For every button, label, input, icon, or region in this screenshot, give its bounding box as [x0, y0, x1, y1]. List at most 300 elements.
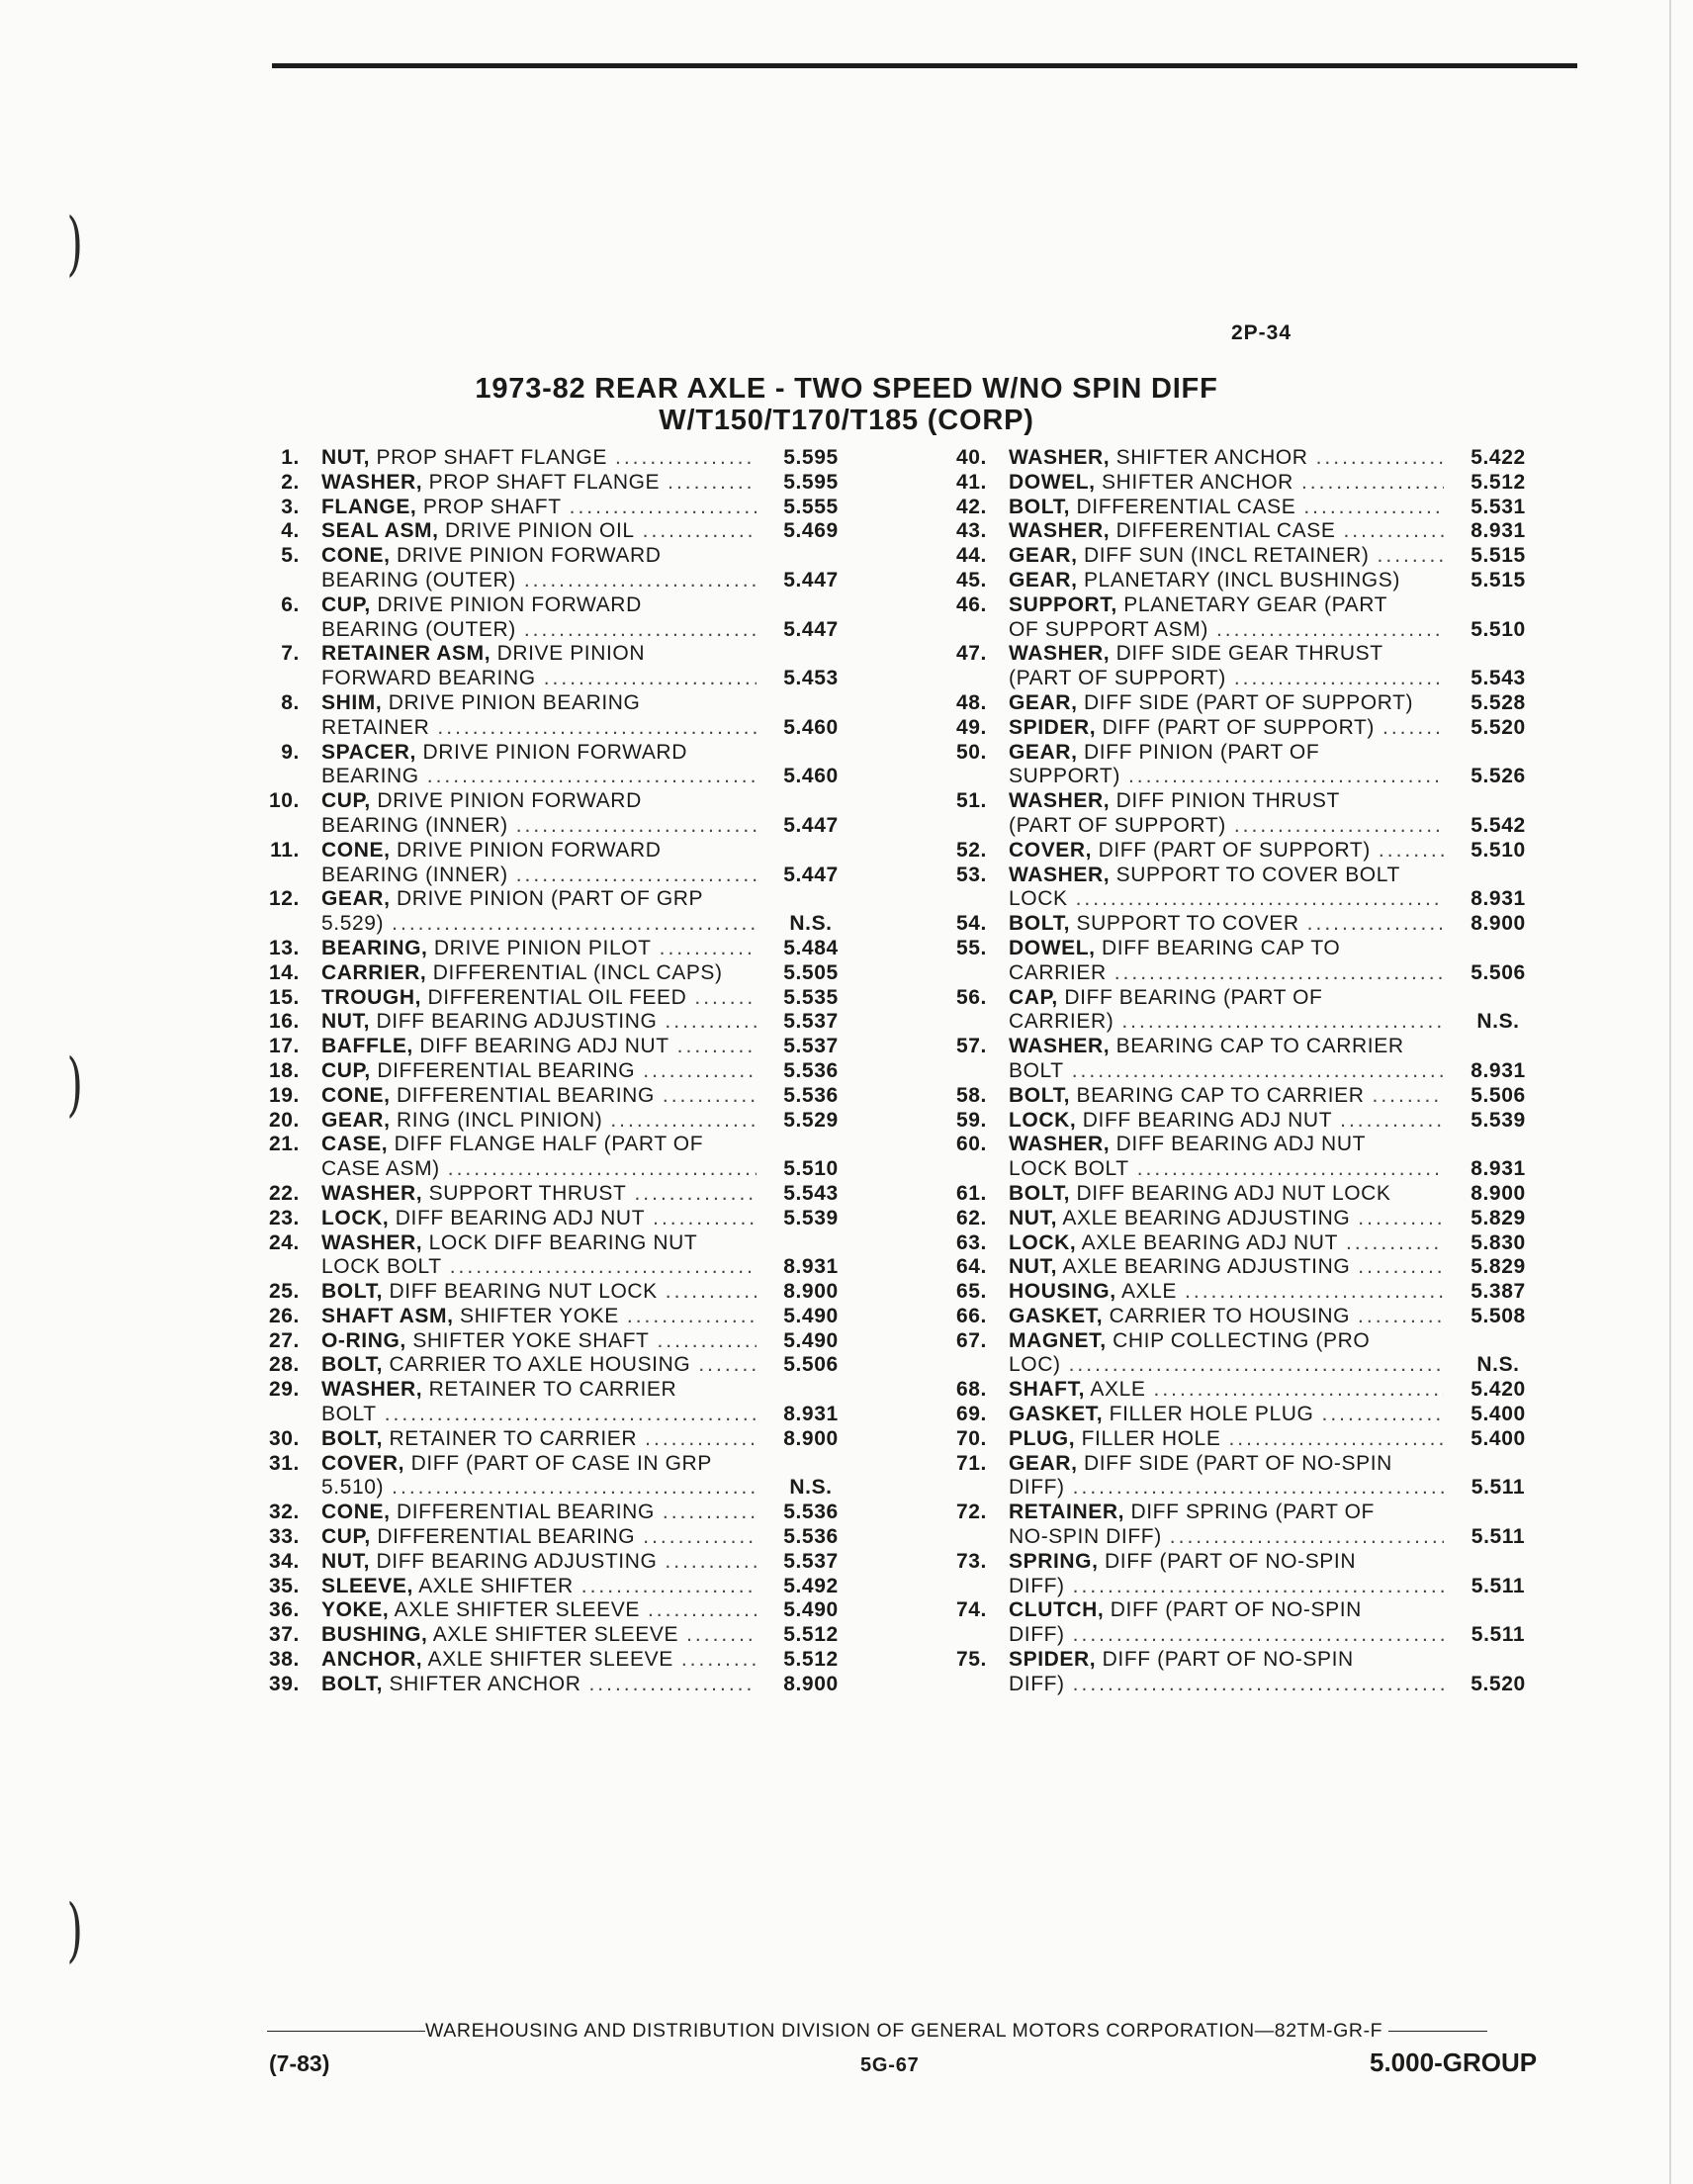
part-number: 28. [269, 1353, 300, 1377]
part-number: 21. [269, 1133, 300, 1156]
part-description [1009, 1035, 1444, 1084]
dot-leader [673, 1648, 757, 1673]
group-reference: 5.520 [1470, 1672, 1526, 1695]
description-text [321, 1231, 697, 1254]
part-desc: DRIVE PINION FORWARD [396, 544, 662, 568]
description-line-1 [1009, 937, 1444, 961]
footer-rule [1388, 2031, 1487, 2032]
part-desc-continued: BOLT [321, 1403, 377, 1426]
part-description [1009, 1133, 1444, 1182]
description-line-2 [1009, 1623, 1444, 1648]
part-desc-continued: 5.529) [321, 912, 385, 936]
description-text [321, 789, 642, 812]
description-line-2 [1009, 667, 1444, 691]
part-name: YOKE, [321, 1598, 390, 1622]
part-description [321, 1525, 757, 1550]
part-number: 41. [956, 470, 987, 494]
part-row [252, 1623, 865, 1648]
part-desc-continued: SUPPORT) [1009, 765, 1120, 788]
description-line-1 [1009, 1035, 1444, 1059]
part-row [252, 1035, 865, 1059]
part-description [321, 1550, 757, 1575]
dot-leader [1350, 1255, 1444, 1280]
dot-leader [660, 471, 757, 496]
part-description [1009, 1427, 1444, 1452]
parts-list-right [939, 446, 1553, 1697]
part-number: 26. [269, 1304, 300, 1327]
description-line-2 [321, 1255, 757, 1280]
part-row [939, 1084, 1553, 1109]
description-line [321, 471, 757, 496]
description-line-2 [1009, 961, 1444, 986]
description-line [1009, 1427, 1444, 1452]
part-row [939, 1305, 1553, 1329]
part-name: GEAR, [321, 1108, 391, 1132]
group-reference: 5.539 [1470, 1108, 1526, 1132]
description-line-1 [321, 741, 757, 766]
part-desc: DRIVE PINION FORWARD [396, 838, 662, 862]
part-name: CLUTCH, [1009, 1598, 1105, 1622]
description-line [321, 1525, 757, 1550]
description-line-1 [321, 1378, 757, 1403]
part-name: SPIDER, [1009, 1648, 1097, 1672]
part-desc: DIFF FLANGE HALF (PART OF [394, 1133, 704, 1156]
description-text [1009, 1378, 1146, 1403]
part-row [939, 741, 1553, 790]
part-description [321, 1501, 757, 1525]
part-number: 16. [269, 1010, 300, 1034]
binder-hole-mark: ) [66, 1889, 83, 1970]
description-line [321, 1598, 757, 1623]
part-row [252, 496, 865, 520]
description-line-1 [1009, 1550, 1444, 1575]
part-row [939, 1598, 1553, 1648]
group-reference: 5.511 [1470, 1525, 1526, 1549]
part-description [321, 1623, 757, 1648]
part-description [1009, 1329, 1444, 1379]
part-number: 24. [269, 1230, 300, 1254]
part-desc: DIFF (PART OF CASE IN GRP [410, 1451, 712, 1475]
group-reference: 5.539 [783, 1206, 839, 1229]
dot-leader [657, 1550, 757, 1575]
group-reference: 5.515 [1470, 568, 1526, 592]
part-desc: DIFF PINION (PART OF [1083, 740, 1320, 764]
dot-leader [649, 1329, 757, 1354]
description-text [321, 642, 645, 665]
part-row [252, 937, 865, 961]
group-reference: 5.460 [783, 715, 839, 739]
group-reference: 5.420 [1470, 1378, 1526, 1402]
part-desc: CHIP COLLECTING (PRO [1113, 1328, 1371, 1352]
part-desc: AXLE BEARING ADJ NUT [1081, 1230, 1339, 1254]
dot-leader [562, 496, 757, 520]
part-description [321, 986, 757, 1011]
part-description [1009, 1084, 1444, 1109]
description-line-2 [1009, 1010, 1444, 1035]
part-name: WASHER, [321, 470, 423, 494]
description-text [1009, 912, 1299, 937]
group-reference: 5.511 [1470, 1476, 1526, 1500]
part-name: GASKET, [1009, 1403, 1104, 1426]
part-row [939, 1231, 1553, 1256]
binder-hole-mark: ) [66, 203, 83, 284]
part-row [939, 1182, 1553, 1207]
part-number: 47. [956, 642, 987, 666]
part-name: CARRIER, [321, 960, 427, 984]
part-number: 69. [956, 1403, 987, 1426]
description-text [1009, 1550, 1356, 1573]
dot-leader [1064, 1059, 1444, 1084]
dot-leader [1350, 1305, 1444, 1329]
group-reference: 5.447 [783, 568, 839, 592]
part-name: BOLT, [321, 1280, 384, 1304]
part-row [252, 1353, 865, 1378]
part-desc: PLANETARY GEAR (PART [1123, 592, 1388, 616]
part-desc-continued: BEARING (OUTER) [321, 617, 516, 641]
part-number: 18. [269, 1058, 300, 1082]
part-desc: DIFF SIDE (PART OF NO-SPIN [1083, 1451, 1392, 1475]
part-row [252, 887, 865, 937]
group-reference: 8.900 [783, 1426, 839, 1450]
part-desc-continued: CASE ASM) [321, 1157, 440, 1181]
part-name: CONE, [321, 1083, 391, 1107]
part-row [939, 1648, 1553, 1697]
dot-leader [655, 1501, 757, 1525]
part-description [321, 961, 757, 986]
part-number: 36. [269, 1598, 300, 1622]
part-row [939, 471, 1553, 496]
group-reference: 8.931 [1470, 1157, 1526, 1181]
group-reference: 8.931 [783, 1255, 839, 1279]
part-name: CONE, [321, 1501, 391, 1524]
dot-leader [1314, 1403, 1445, 1427]
description-text [1009, 471, 1293, 496]
part-name: GEAR, [1009, 690, 1078, 714]
description-text [321, 1182, 626, 1207]
dot-leader [1114, 1010, 1444, 1035]
part-row [939, 1255, 1553, 1280]
description-line-1 [321, 691, 757, 716]
part-name: PLUG, [1009, 1426, 1076, 1450]
part-name: CUP, [321, 1525, 371, 1549]
description-line-2 [1009, 1525, 1444, 1550]
part-desc: AXLE SHIFTER [418, 1574, 574, 1597]
dot-leader [1177, 1280, 1444, 1305]
part-row [939, 864, 1553, 913]
description-text [321, 1305, 619, 1329]
part-row [939, 1109, 1553, 1134]
description-line [1009, 471, 1444, 496]
part-row [252, 691, 865, 741]
part-desc: DIFF BEARING ADJ NUT [1115, 1133, 1367, 1156]
description-line-1 [321, 642, 757, 667]
part-row [252, 1427, 865, 1452]
group-reference: N.S. [789, 1476, 833, 1500]
part-number: 40. [956, 446, 987, 469]
part-name: WASHER, [1009, 1133, 1111, 1156]
part-desc: BEARING CAP TO CARRIER [1076, 1083, 1365, 1107]
part-desc: BEARING CAP TO CARRIER [1115, 1035, 1404, 1058]
part-name: SLEEVE, [321, 1574, 413, 1597]
part-name: GASKET, [1009, 1304, 1104, 1327]
description-text [321, 1525, 635, 1550]
description-text [321, 1623, 678, 1648]
part-desc: DIFFERENTIAL BEARING [396, 1083, 655, 1107]
part-desc: AXLE SHIFTER SLEEVE [432, 1623, 679, 1647]
part-number: 56. [956, 985, 987, 1009]
description-line-1 [1009, 642, 1444, 667]
group-reference: 5.536 [783, 1083, 839, 1107]
part-number: 11. [270, 838, 300, 862]
group-reference: N.S. [1476, 1353, 1520, 1377]
description-line-2 [321, 864, 757, 888]
description-text [321, 1501, 655, 1525]
part-desc: DIFF (PART OF NO-SPIN [1110, 1598, 1362, 1622]
description-text [1009, 1255, 1350, 1280]
part-row [939, 937, 1553, 986]
part-number: 27. [269, 1328, 300, 1352]
description-line [1009, 716, 1444, 741]
description-line-1 [321, 593, 757, 618]
description-text [1009, 1035, 1404, 1057]
description-line [321, 1329, 757, 1354]
dot-leader [1061, 1353, 1444, 1378]
description-text [1009, 1182, 1391, 1207]
part-desc: DIFF SPRING (PART OF [1130, 1501, 1375, 1524]
part-name: SHAFT ASM, [321, 1304, 454, 1327]
description-text [1009, 1231, 1338, 1256]
dot-leader [669, 1035, 757, 1059]
part-description [1009, 1452, 1444, 1502]
description-text [321, 1059, 635, 1084]
part-number: 67. [956, 1328, 987, 1352]
description-text [321, 887, 703, 910]
footer-rule [267, 2031, 425, 2032]
binder-hole-mark: ) [66, 1044, 83, 1125]
group-reference: 5.543 [1470, 667, 1526, 690]
part-desc: DIFF PINION THRUST [1115, 789, 1340, 813]
part-row [939, 496, 1553, 520]
description-line-2 [1009, 765, 1444, 789]
description-text [321, 544, 661, 567]
group-reference: 5.506 [783, 1353, 839, 1377]
dot-leader [516, 618, 757, 643]
footer-group: 5.000-GROUP [1370, 2048, 1538, 2077]
description-text [1009, 1427, 1220, 1452]
part-desc: SHIFTER ANCHOR [389, 1672, 581, 1695]
part-row [252, 986, 865, 1011]
part-name: BOLT, [321, 1426, 384, 1450]
part-description [321, 471, 757, 496]
group-reference: 5.490 [783, 1598, 839, 1622]
part-name: GEAR, [1009, 544, 1078, 568]
part-number: 25. [269, 1280, 300, 1304]
description-line-1 [321, 839, 757, 864]
part-number: 44. [956, 544, 987, 568]
group-reference: 5.526 [1470, 765, 1526, 788]
dot-leader [508, 864, 757, 888]
part-description [321, 1305, 757, 1329]
part-name: COVER, [321, 1451, 405, 1475]
part-name: FLANGE, [321, 495, 417, 518]
part-description [1009, 691, 1444, 716]
description-line-1 [1009, 1452, 1444, 1477]
description-line [321, 986, 757, 1011]
description-line [321, 1623, 757, 1648]
dot-leader [607, 446, 757, 471]
description-line [321, 1673, 757, 1697]
part-number: 2. [281, 470, 300, 494]
dot-leader [1338, 1231, 1444, 1256]
part-number: 66. [956, 1304, 987, 1327]
part-number: 13. [269, 936, 300, 959]
group-reference: 5.595 [783, 470, 839, 494]
dot-leader [1065, 1673, 1444, 1697]
dot-leader [377, 1403, 757, 1427]
part-description [321, 593, 757, 643]
part-desc: AXLE SHIFTER SLEEVE [427, 1648, 673, 1672]
description-line-2 [321, 765, 757, 789]
part-number: 17. [269, 1035, 300, 1058]
description-text [1009, 1084, 1364, 1109]
dot-leader [637, 1427, 757, 1452]
description-text [321, 446, 607, 471]
description-line [1009, 1305, 1444, 1329]
part-name: WASHER, [1009, 446, 1111, 469]
part-desc: DIFF BEARING ADJUSTING [376, 1010, 658, 1034]
group-reference: 5.531 [1470, 495, 1526, 518]
part-number: 29. [269, 1378, 300, 1402]
part-row [252, 789, 865, 839]
part-description [1009, 1182, 1444, 1207]
description-text [1009, 1501, 1375, 1523]
dot-leader [635, 1525, 757, 1550]
part-desc: DIFFERENTIAL BEARING [396, 1501, 655, 1524]
part-desc: DIFFERENTIAL OIL FEED [427, 985, 687, 1009]
group-reference: 5.829 [1470, 1255, 1526, 1279]
part-name: COVER, [1009, 838, 1093, 862]
part-number: 9. [281, 740, 300, 764]
part-row [252, 1133, 865, 1182]
part-name: SHIM, [321, 690, 383, 714]
description-line-2 [1009, 618, 1444, 643]
dot-leader [1068, 887, 1444, 912]
part-desc: RETAINER TO CARRIER [428, 1378, 677, 1402]
part-desc: AXLE [1120, 1280, 1178, 1304]
part-row [252, 1280, 865, 1305]
part-description [321, 1280, 757, 1305]
part-row [939, 1207, 1553, 1231]
part-name: HOUSING, [1009, 1280, 1116, 1304]
part-desc-continued: BEARING (INNER) [321, 863, 508, 886]
dot-leader [655, 1084, 757, 1109]
part-desc: AXLE [1090, 1378, 1146, 1402]
description-text [321, 471, 660, 496]
part-name: SEAL ASM, [321, 519, 439, 543]
part-description [1009, 471, 1444, 496]
part-description [321, 1059, 757, 1084]
description-text [1009, 1648, 1354, 1671]
group-reference: 8.900 [783, 1280, 839, 1304]
group-reference: 5.508 [1470, 1304, 1526, 1327]
part-number: 57. [956, 1035, 987, 1058]
dot-leader [1364, 1084, 1444, 1109]
part-desc: DIFF SUN (INCL RETAINER) [1083, 544, 1370, 568]
description-line [321, 1109, 757, 1134]
group-reference: 5.505 [783, 960, 839, 984]
description-line [321, 496, 757, 520]
part-description [1009, 1598, 1444, 1648]
part-name: BOLT, [321, 1672, 384, 1695]
description-line-1 [1009, 1133, 1444, 1157]
part-description [321, 887, 757, 937]
description-text [321, 496, 562, 520]
part-description [1009, 1255, 1444, 1280]
part-desc: FILLER HOLE [1081, 1426, 1221, 1450]
group-reference: 5.536 [783, 1501, 839, 1524]
part-row [252, 642, 865, 691]
description-line-2 [321, 618, 757, 643]
description-line [1009, 1378, 1444, 1403]
description-text [1009, 569, 1400, 593]
description-text [321, 1207, 645, 1231]
part-name: SPRING, [1009, 1549, 1099, 1573]
part-desc-continued: CARRIER [1009, 960, 1107, 984]
group-reference: 5.542 [1470, 813, 1526, 837]
dot-leader [619, 1305, 757, 1329]
part-row [252, 1648, 865, 1673]
part-desc: DIFF BEARING ADJ NUT LOCK [1076, 1181, 1391, 1205]
part-desc: AXLE SHIFTER SLEEVE [394, 1598, 640, 1622]
description-text [1009, 593, 1387, 616]
dot-leader [1120, 765, 1444, 789]
part-name: CAP, [1009, 985, 1058, 1009]
part-name: RETAINER ASM, [321, 642, 491, 666]
description-text [1009, 1598, 1362, 1621]
group-reference: N.S. [789, 912, 833, 936]
group-reference: 5.447 [783, 863, 839, 886]
part-row [939, 912, 1553, 937]
part-number: 33. [269, 1525, 300, 1549]
part-description [321, 741, 757, 790]
part-desc: SHIFTER YOKE SHAFT [412, 1328, 650, 1352]
description-line-1 [321, 1231, 757, 1256]
description-line-2 [1009, 1673, 1444, 1697]
part-description [321, 1010, 757, 1035]
description-text [1009, 496, 1295, 520]
description-text [1009, 1403, 1314, 1427]
group-reference: 8.931 [1470, 519, 1526, 543]
part-name: CONE, [321, 544, 391, 568]
description-line-2 [321, 912, 757, 937]
group-reference: N.S. [1476, 1010, 1520, 1034]
part-number: 70. [956, 1426, 987, 1450]
part-number: 55. [956, 936, 987, 959]
part-row [939, 1378, 1553, 1403]
description-line-1 [1009, 1501, 1444, 1525]
part-desc: DIFF BEARING NUT LOCK [389, 1280, 658, 1304]
part-description [1009, 986, 1444, 1036]
part-description [1009, 716, 1444, 741]
description-line [1009, 1182, 1444, 1207]
dot-leader [640, 1598, 757, 1623]
dot-leader [442, 1255, 757, 1280]
part-desc-continued: (PART OF SUPPORT) [1009, 813, 1226, 837]
part-name: SHAFT, [1009, 1378, 1086, 1402]
description-text [1009, 691, 1413, 716]
dot-leader [1226, 814, 1444, 839]
part-desc: DIFFERENTIAL BEARING [377, 1525, 636, 1549]
